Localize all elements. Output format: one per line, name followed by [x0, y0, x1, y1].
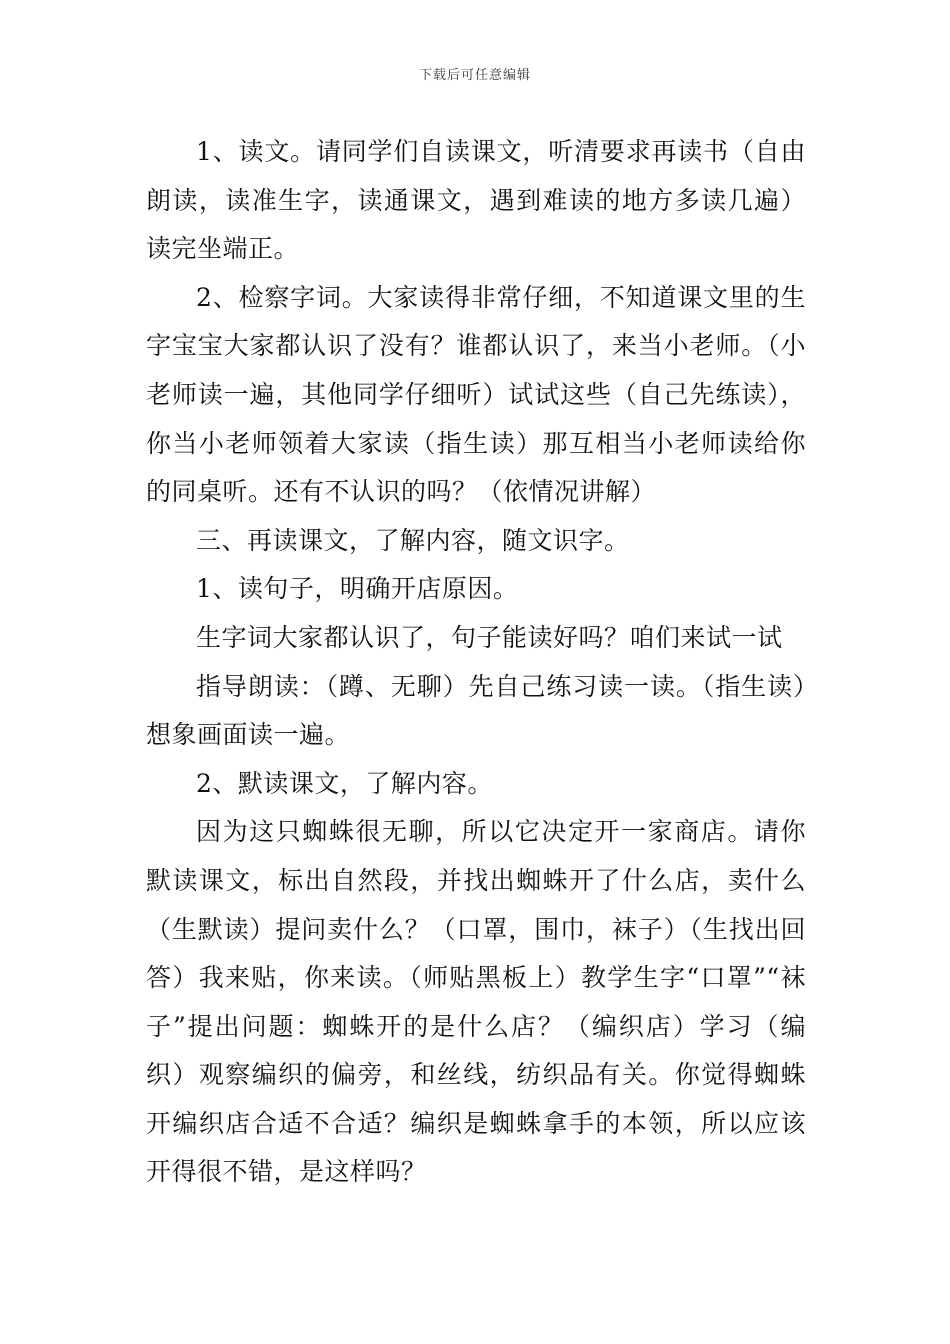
- paragraph-silent-reading: 2、默读课文，了解内容。: [196, 768, 493, 798]
- paragraph-read-text: 1、读文。请同学们自读课文，听清要求再读书（自由朗读，读准生字，读通课文，遇到难读的地方多读几遍）读完坐端正。: [146, 137, 806, 264]
- paragraph-spider-shop: 因为这只蜘蛛很无聊，所以它决定开一家商店。请你默读课文，标出自然段，并找出蜘蛛开了什么店，卖什么（生默读）提问卖什么？（口罩，围巾，袜子）（生找出回答）我来贴，你来读。（师贴黑板上）教学生字“口罩”“袜子”提出问题：蜘蛛开的是什么店？（编织店）学习（编织）观察编织的偏旁，和丝线，纺织品有关。你觉得蜘蛛开编织店合适不合适？编织是蜘蛛拿手的本领，所以应该开得很不错，是这样吗？: [146, 817, 806, 1187]
- paragraph-try-reading: 生字词大家都认识了，句子能读好吗？咱们来试一试: [196, 622, 783, 652]
- paragraph-read-sentences: 1、读句子，明确开店原因。: [196, 574, 519, 604]
- document-body: [146, 128, 806, 1197]
- paragraph-section-three: 三、再读课文，了解内容，随文识字。: [196, 525, 630, 555]
- paragraph-guided-reading: 指导朗读：（蹲、无聊）先自己练习读一读。（指生读）想象画面读一遍。: [146, 671, 806, 750]
- paragraph-check-words: 2、检察字词。大家读得非常仔细，不知道课文里的生字宝宝大家都认识了没有？谁都认识了，来当小老师。（小老师读一遍，其他同学仔细听）试试这些（自己先练读），你当小老师领着大家读（指生读）那互相当小老师读给你的同桌听。还有不认识的吗？（依情况讲解）: [146, 282, 806, 507]
- page-header: 下载后可任意编辑: [418, 68, 531, 83]
